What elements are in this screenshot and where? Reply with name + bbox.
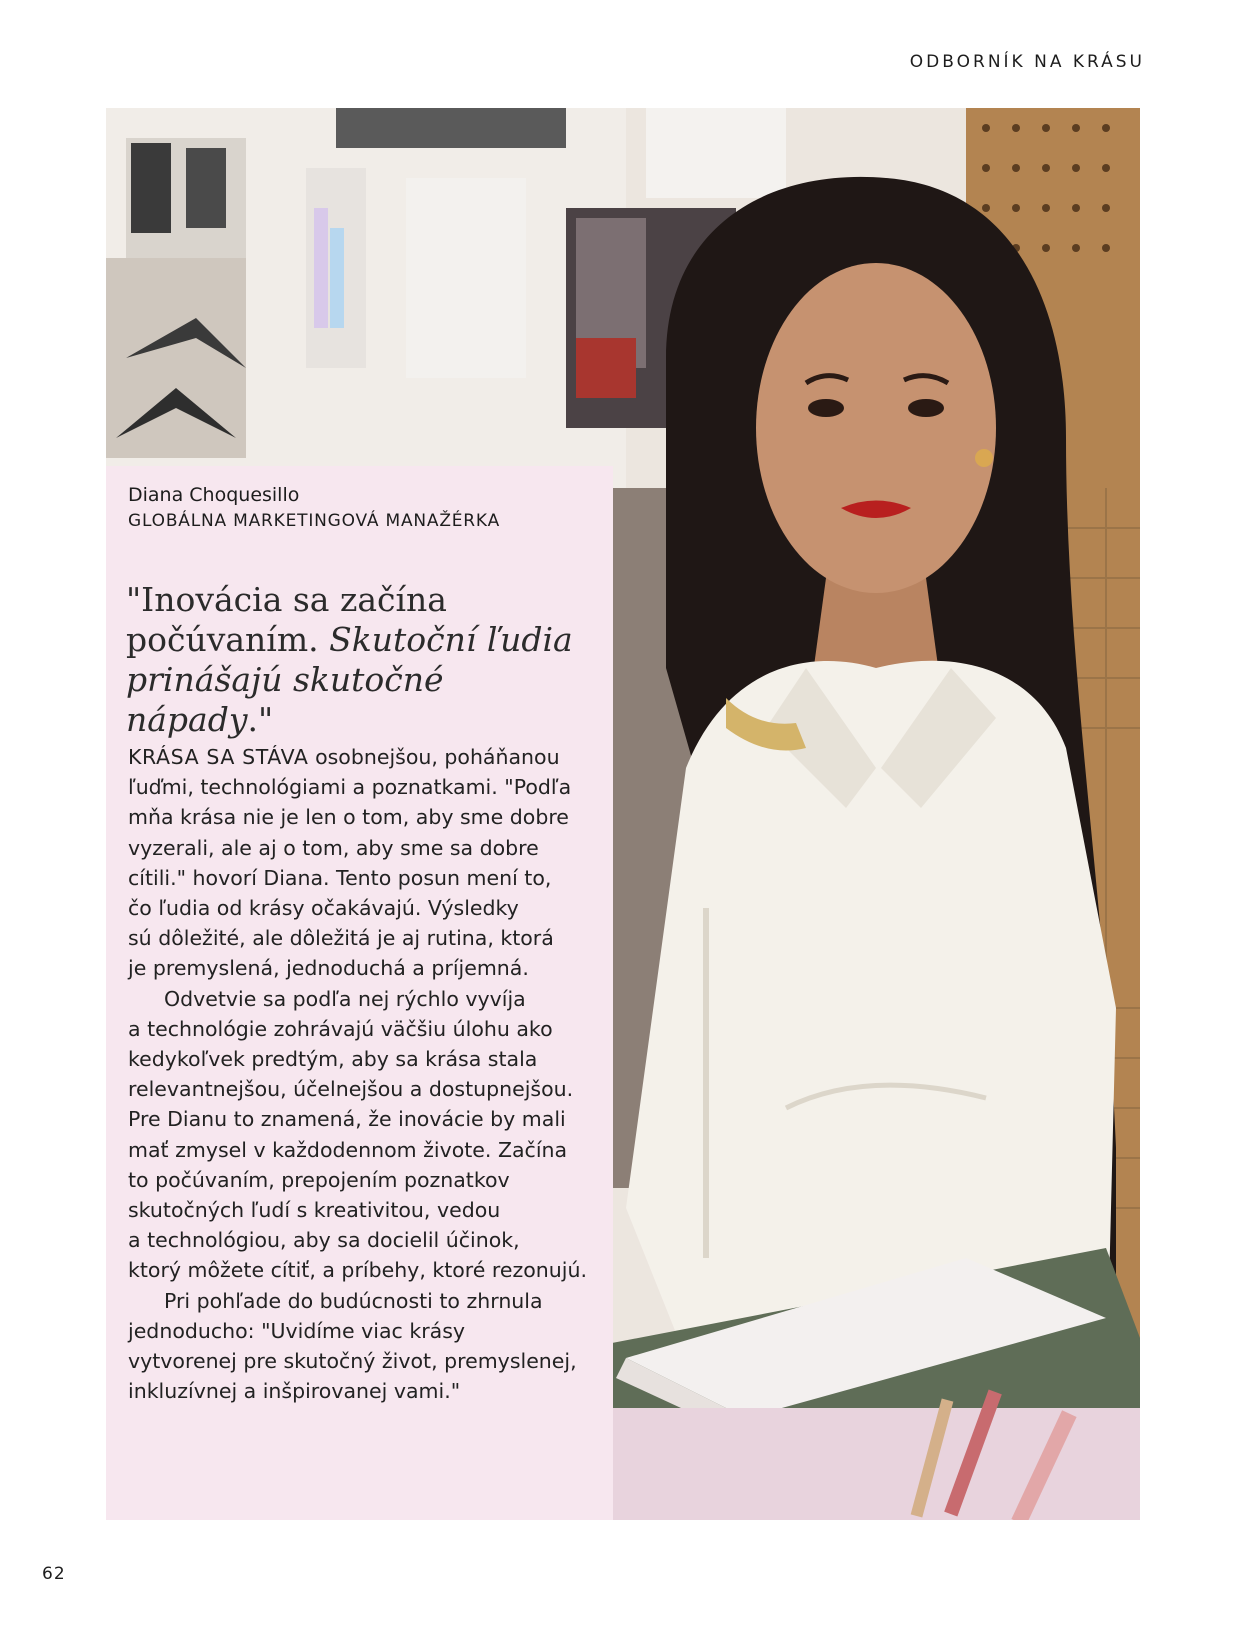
quote-line-1: "Inovácia sa začína (126, 580, 447, 619)
quote-line-2-italic: Skutoční ľudia (329, 620, 573, 659)
article-lead-caps: KRÁSA SA STÁVA (128, 745, 309, 769)
article-line: relevantnejšou, účelnejšou a dostupnejšou. (128, 1077, 574, 1102)
article-line: osobnejšou, poháňanou (308, 745, 560, 769)
article-line: mať zmysel v každodennom živote. Začína (128, 1137, 568, 1162)
article-line: vyzerali, ale aj o tom, aby sme sa dobre (128, 835, 539, 860)
article-line: a technológiou, aby sa docielil účinok, (128, 1228, 520, 1253)
article-line: je premyslená, jednoduchá a príjemná. (128, 956, 529, 981)
article-line: jednoducho: "Uvidíme viac krásy (128, 1318, 466, 1343)
article-line: sú dôležité, ale dôležitá je aj rutina, ktorá (128, 926, 554, 951)
article-line: cítili." hovorí Diana. Tento posun mení to, (128, 865, 552, 890)
article-line: to počúvaním, prepojením poznatkov (128, 1167, 510, 1192)
page-number: 62 (42, 1564, 66, 1584)
article-line: ľuďmi, technológiami a poznatkami. "Podľa (128, 775, 572, 800)
pull-quote (126, 580, 596, 740)
quote-line-3-italic: prinášajú skutočné nápady (126, 660, 444, 739)
quote-close: ." (247, 700, 274, 739)
quote-line-2-plain: počúvaním. (126, 620, 330, 659)
article-line: Pri pohľade do budúcnosti to zhrnula (164, 1288, 543, 1313)
article-body (128, 742, 606, 1406)
article-line: Pre Dianu to znamená, že inovácie by mali (128, 1107, 566, 1132)
article-line: mňa krása nie je len o tom, aby sme dobre (128, 805, 569, 830)
section-label: ODBORNÍK NA KRÁSU (909, 52, 1145, 72)
article-line: kedykoľvek predtým, aby sa krása stala (128, 1047, 538, 1072)
article-line: inkluzívnej a inšpirovanej vami." (128, 1379, 461, 1404)
article-line: a technológie zohrávajú väčšiu úlohu ako (128, 1016, 553, 1041)
article-line: Odvetvie sa podľa nej rýchlo vyvíja (164, 986, 526, 1011)
article-line: vytvorenej pre skutočný život, premyslenej, (128, 1349, 577, 1374)
article-line: ktorý môžete cítiť, a príbehy, ktoré rezonujú. (128, 1258, 587, 1283)
article-line: skutočných ľudí s kreativitou, vedou (128, 1198, 501, 1223)
article-line: čo ľudia od krásy očakávajú. Výsledky (128, 896, 519, 921)
person-name: Diana Choquesillo (128, 484, 300, 506)
person-role: GLOBÁLNA MARKETINGOVÁ MANAŽÉRKA (128, 511, 500, 531)
